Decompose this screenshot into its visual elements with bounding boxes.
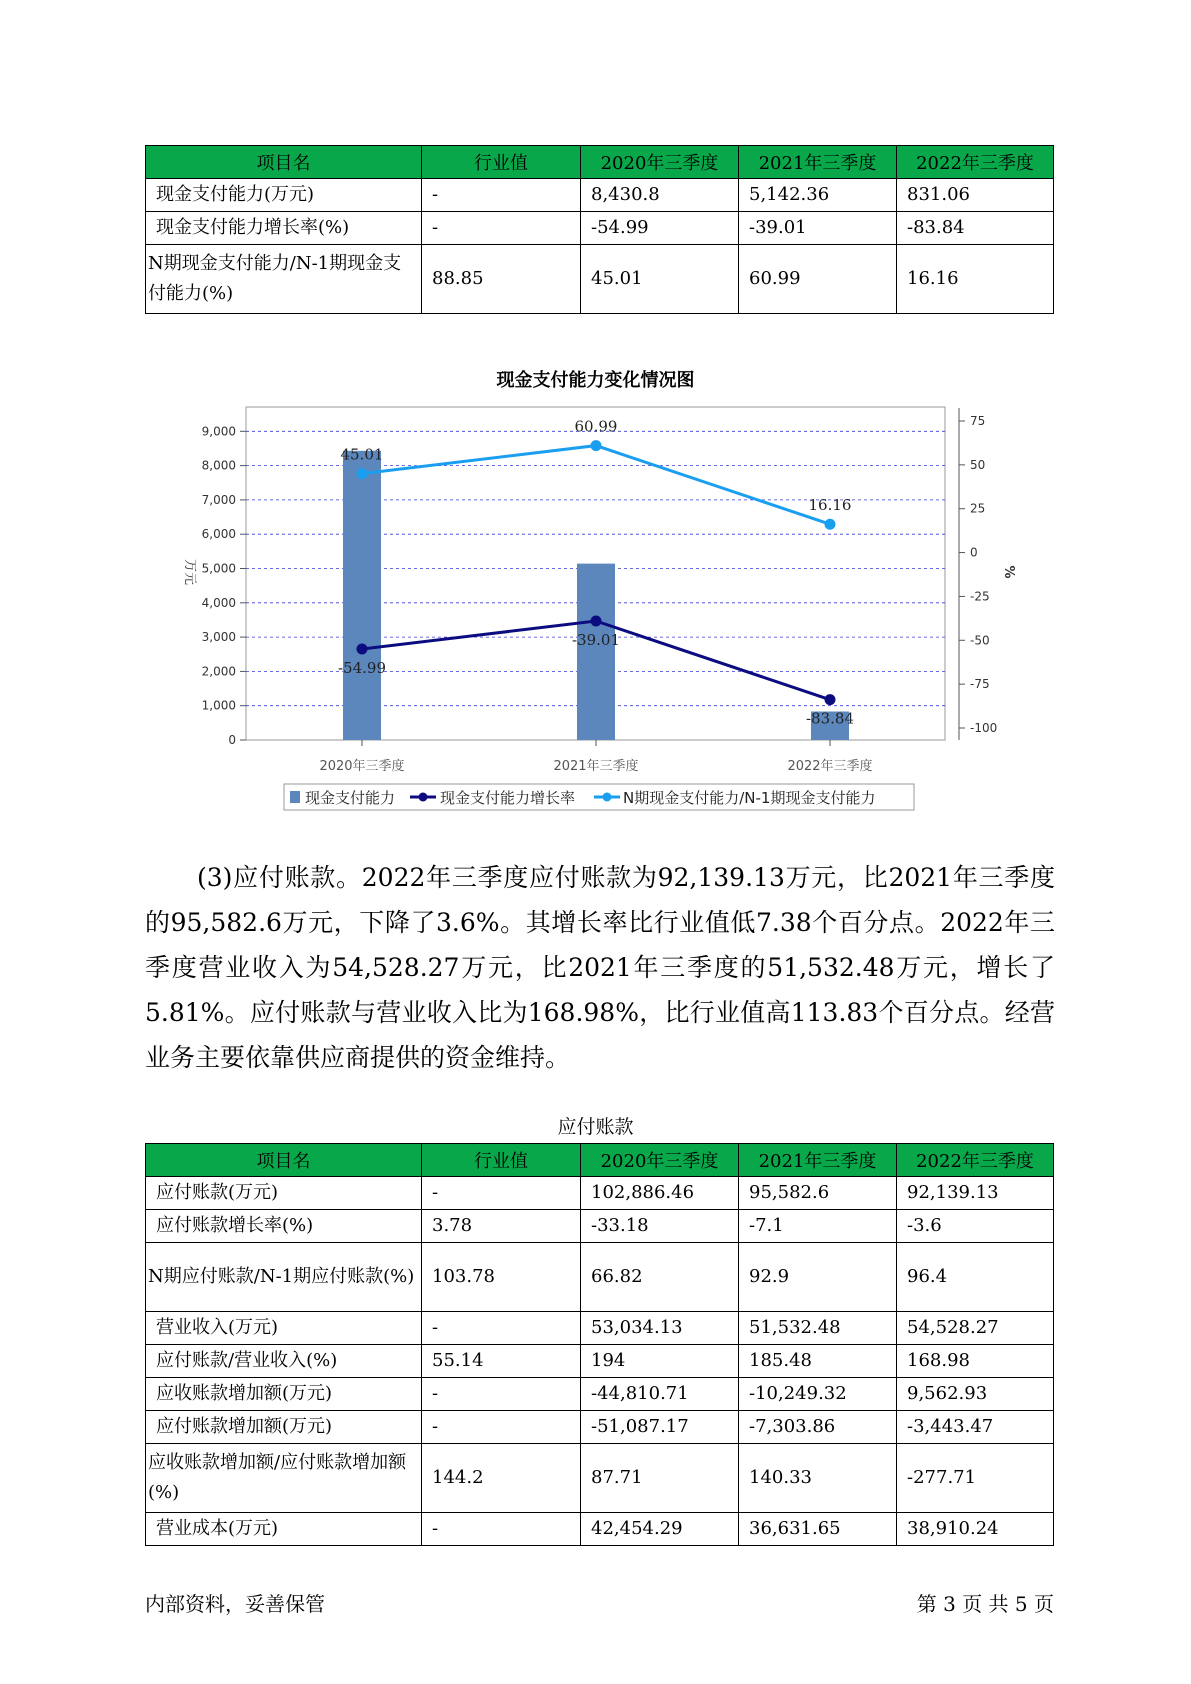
- header-cell: 项目名: [146, 1144, 422, 1177]
- table-cell: -3,443.47: [897, 1411, 1054, 1444]
- right-axis-tick-label: 50: [970, 457, 986, 472]
- table-row: [146, 1345, 1054, 1378]
- right-axis-tick-label: 25: [970, 501, 986, 516]
- table-header-row: [146, 1144, 1054, 1177]
- payables-paragraph: [145, 855, 1055, 1080]
- table-cell: -7,303.86: [739, 1411, 897, 1444]
- table-row: [146, 1411, 1054, 1444]
- bar: [577, 564, 615, 740]
- x-axis-tick-label: 2020年三季度: [319, 759, 405, 774]
- table-cell: -7.1: [739, 1210, 897, 1243]
- table-cell: 36,631.65: [739, 1513, 897, 1546]
- table-cell: 应付账款增加额(万元): [146, 1411, 422, 1444]
- table-cell: 95,582.6: [739, 1177, 897, 1210]
- table-cell: 88.85: [422, 245, 581, 314]
- header-cell: 2022年三季度: [897, 1144, 1054, 1177]
- left-axis-tick-label: 2,000: [201, 664, 236, 679]
- table-cell: -3.6: [897, 1210, 1054, 1243]
- right-axis-tick-label: -25: [970, 589, 990, 604]
- data-label: -39.01: [571, 631, 621, 650]
- table-cell: -83.84: [897, 212, 1054, 245]
- table-row: [146, 1378, 1054, 1411]
- legend-swatch-bar: [290, 791, 300, 803]
- table-cell: 16.16: [897, 245, 1054, 314]
- table-cell: 9,562.93: [897, 1378, 1054, 1411]
- left-axis-tick-label: 4,000: [201, 595, 236, 610]
- header-cell: 行业值: [422, 1144, 581, 1177]
- table-cell: 38,910.24: [897, 1513, 1054, 1546]
- left-axis-tick-label: 6,000: [201, 527, 236, 542]
- table-cell: -44,810.71: [581, 1378, 739, 1411]
- table-cell: 144.2: [422, 1444, 581, 1513]
- table-cell: -: [422, 179, 581, 212]
- table-row: [146, 1243, 1054, 1312]
- header-cell: 2022年三季度: [897, 146, 1054, 179]
- payables-table: [145, 1143, 1054, 1546]
- table-cell: 应收账款增加额/应付账款增加额(%): [146, 1444, 422, 1513]
- legend-label: N期现金支付能力/N-1期现金支付能力: [623, 789, 876, 807]
- header-cell: 2020年三季度: [581, 1144, 739, 1177]
- table-cell: -: [422, 212, 581, 245]
- header-cell: 2020年三季度: [581, 146, 739, 179]
- series-point: [591, 440, 602, 451]
- left-axis-tick-label: 8,000: [201, 458, 236, 473]
- table-row: [146, 1513, 1054, 1546]
- data-label: 60.99: [574, 417, 618, 436]
- table-cell: 5,142.36: [739, 179, 897, 212]
- table-cell: 51,532.48: [739, 1312, 897, 1345]
- table-cell: -277.71: [897, 1444, 1054, 1513]
- table-cell: 现金支付能力(万元): [146, 179, 422, 212]
- table-cell: 102,886.46: [581, 1177, 739, 1210]
- footer-page-number: 第 3 页 共 5 页: [916, 1592, 1054, 1616]
- table-cell: 应收账款增加额(万元): [146, 1378, 422, 1411]
- table-cell: 168.98: [897, 1345, 1054, 1378]
- series-point: [825, 694, 836, 705]
- left-axis-tick-label: 1,000: [201, 698, 236, 713]
- table-cell: 140.33: [739, 1444, 897, 1513]
- left-axis-tick-label: 3,000: [201, 630, 236, 645]
- table-cell: -: [422, 1312, 581, 1345]
- legend-swatch-point: [419, 793, 428, 802]
- data-label: -54.99: [337, 659, 387, 678]
- table-cell: 3.78: [422, 1210, 581, 1243]
- table-cell: -10,249.32: [739, 1378, 897, 1411]
- legend-label: 现金支付能力: [305, 789, 396, 807]
- table-cell: 营业成本(万元): [146, 1513, 422, 1546]
- table-cell: 103.78: [422, 1243, 581, 1312]
- table-cell: 96.4: [897, 1243, 1054, 1312]
- table-row: [146, 1177, 1054, 1210]
- left-axis-tick-label: 9,000: [201, 424, 236, 439]
- table-cell: -33.18: [581, 1210, 739, 1243]
- left-axis-tick-label: 5,000: [201, 561, 236, 576]
- table-cell: -: [422, 1378, 581, 1411]
- table-cell: 53,034.13: [581, 1312, 739, 1345]
- table-cell: 87.71: [581, 1444, 739, 1513]
- table-cell: -: [422, 1177, 581, 1210]
- bar: [343, 451, 381, 740]
- table-cell: N期应付账款/N-1期应付账款(%): [146, 1243, 422, 1312]
- left-axis-tick-label: 7,000: [201, 492, 236, 507]
- table-row: [146, 1444, 1054, 1513]
- data-label: 45.01: [340, 445, 384, 464]
- table-row: [146, 1210, 1054, 1243]
- right-axis-tick-label: -75: [970, 677, 990, 692]
- table-cell: 92,139.13: [897, 1177, 1054, 1210]
- legend-swatch-point: [603, 793, 612, 802]
- header-cell: 项目名: [146, 146, 422, 179]
- table-cell: 60.99: [739, 245, 897, 314]
- table-cell: 92.9: [739, 1243, 897, 1312]
- right-axis-title: %: [1001, 565, 1016, 579]
- data-label: 16.16: [808, 496, 852, 515]
- table-cell: -39.01: [739, 212, 897, 245]
- header-cell: 行业值: [422, 146, 581, 179]
- table-cell: 现金支付能力增长率(%): [146, 212, 422, 245]
- right-axis-tick-label: -100: [970, 721, 998, 735]
- table-row: [146, 1312, 1054, 1345]
- x-axis-tick-label: 2022年三季度: [787, 759, 873, 774]
- table-cell: 185.48: [739, 1345, 897, 1378]
- series-point: [357, 468, 368, 479]
- table-cell: 194: [581, 1345, 739, 1378]
- table-cell: 54,528.27: [897, 1312, 1054, 1345]
- table-cell: 8,430.8: [581, 179, 739, 212]
- table-cell: 45.01: [581, 245, 739, 314]
- chart-title: 现金支付能力变化情况图: [496, 370, 695, 391]
- table-cell: 42,454.29: [581, 1513, 739, 1546]
- left-axis-title: 万元: [182, 558, 197, 586]
- x-axis-tick-label: 2021年三季度: [553, 759, 639, 774]
- table-cell: 营业收入(万元): [146, 1312, 422, 1345]
- data-label: -83.84: [805, 709, 855, 728]
- right-axis-tick-label: -50: [970, 633, 990, 648]
- table-cell: 831.06: [897, 179, 1054, 212]
- paragraph-text: (3)应付账款。2022年三季度应付账款为92,139.13万元，比2021年三季度的95,582.6万元，下降了3.6%。其增长率比行业值低7.38个百分点。2022年三季度营业收入为54,528.27万元，比2021年三季度的51,532.48万元，增长了5.81%。应付账款与营业收入比为168.98%，比行业值高113.83个百分点。经营业务主要依靠供应商提供的资金维持。: [145, 863, 1055, 1072]
- table-cell: 应付账款/营业收入(%): [146, 1345, 422, 1378]
- cash-payment-chart: [0, 0, 1191, 820]
- table-caption: 应付账款: [557, 1116, 634, 1138]
- header-cell: 2021年三季度: [739, 146, 897, 179]
- table-cell: 66.82: [581, 1243, 739, 1312]
- table-cell: 55.14: [422, 1345, 581, 1378]
- legend-label: 现金支付能力增长率: [440, 789, 576, 807]
- series-point: [591, 616, 602, 627]
- table-cell: -: [422, 1411, 581, 1444]
- table-cell: -: [422, 1513, 581, 1546]
- table-cell: 应付账款(万元): [146, 1177, 422, 1210]
- series-point: [825, 519, 836, 530]
- left-axis-tick-label: 0: [228, 733, 236, 747]
- table-cell: -51,087.17: [581, 1411, 739, 1444]
- right-axis-tick-label: 75: [970, 414, 986, 428]
- right-axis-tick-label: 0: [970, 545, 978, 560]
- series-line: [362, 446, 830, 525]
- table-cell: N期现金支付能力/N-1期现金支付能力(%): [146, 245, 422, 314]
- series-point: [357, 644, 368, 655]
- footer-confidential: 内部资料，妥善保管: [145, 1592, 325, 1616]
- table-cell: -54.99: [581, 212, 739, 245]
- table-cell: 应付账款增长率(%): [146, 1210, 422, 1243]
- header-cell: 2021年三季度: [739, 1144, 897, 1177]
